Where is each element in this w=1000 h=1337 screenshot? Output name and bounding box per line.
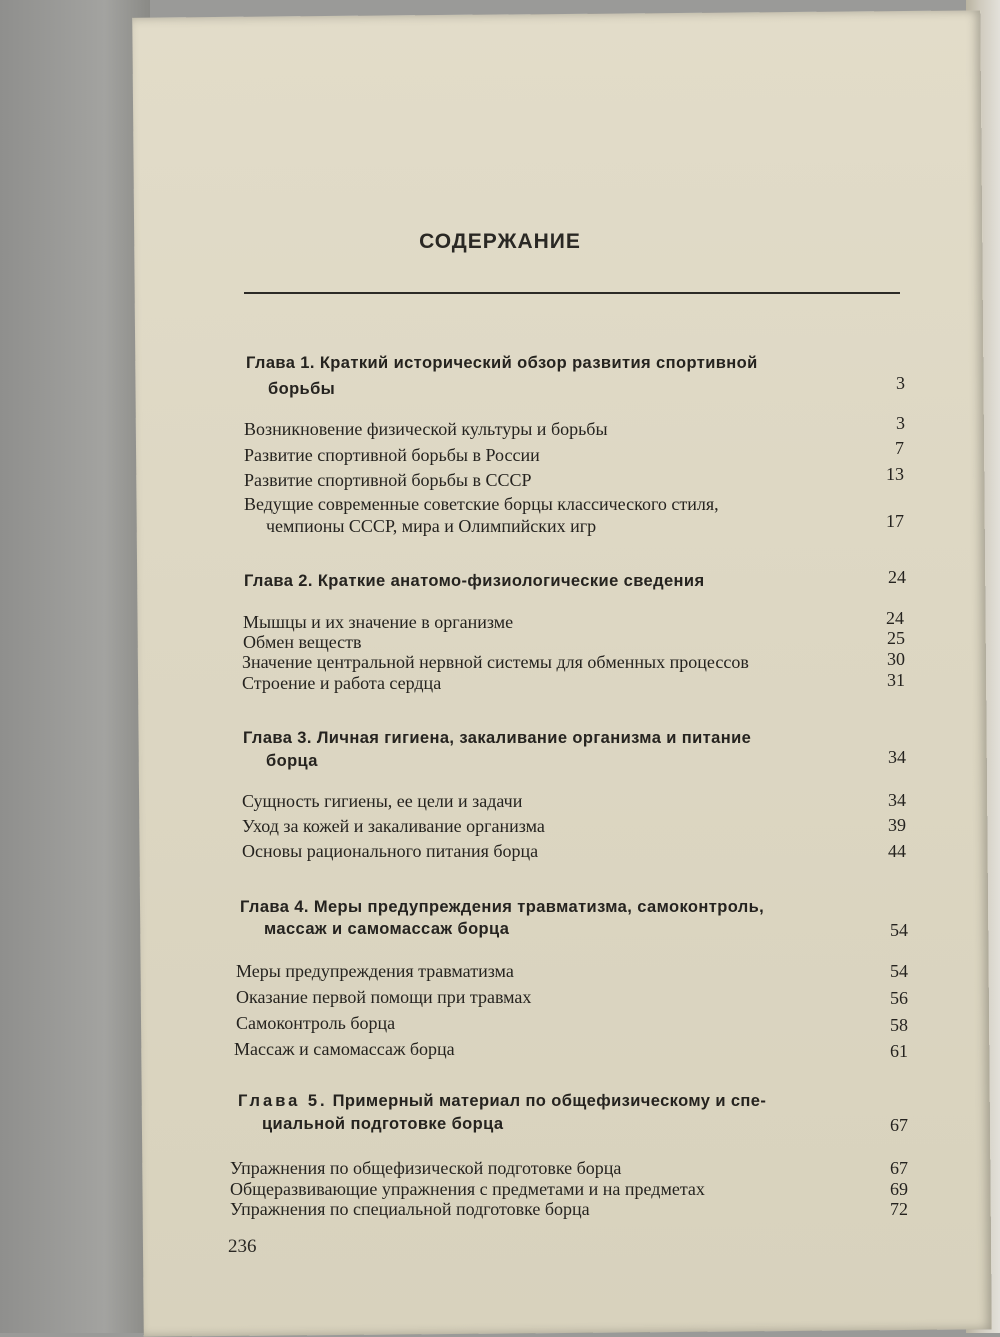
toc-entry: Меры предупреждения травматизма (236, 961, 514, 981)
toc-entry: Обмен веществ (243, 632, 362, 652)
chapter-5-title-cont: циальной подготовке борца (262, 1115, 504, 1133)
toc-entry-page: 13 (886, 464, 904, 484)
chapter-1-title: Глава 1. Краткий исторический обзор развития спортивной (246, 354, 758, 372)
toc-entry: Оказание первой помощи при травмах (236, 987, 532, 1007)
toc-entry-page: 69 (890, 1179, 908, 1199)
toc-entry: Уход за кожей и закаливание организма (242, 816, 545, 836)
chapter-3-title-cont: борца (266, 752, 318, 770)
toc-entry-cont: чемпионы СССР, мира и Олимпийских игр (266, 516, 597, 536)
toc-entry-page: 34 (888, 790, 906, 810)
toc-entry-page: 72 (890, 1199, 908, 1219)
toc-entry-page: 17 (886, 511, 904, 531)
toc-entry: Общеразвивающие упражнения с предметами и на предметах (230, 1179, 705, 1199)
chapter-1-page: 3 (896, 373, 905, 393)
page-number: 236 (228, 1236, 257, 1257)
toc-entry-page: 58 (890, 1015, 908, 1035)
chapter-5-page: 67 (890, 1115, 908, 1135)
toc-entry-page: 24 (886, 608, 904, 628)
toc-entry: Развитие спортивной борьбы в России (244, 445, 540, 465)
toc-entry: Строение и работа сердца (242, 673, 442, 693)
chapter-4-title: Глава 4. Меры предупреждения травматизма, самоконтроль, (240, 898, 765, 916)
toc-entry-page: 44 (888, 841, 906, 861)
toc-entry-page: 54 (890, 961, 908, 981)
chapter-1-title-cont: борьбы (268, 380, 336, 398)
toc-entry-page: 31 (887, 670, 905, 690)
toc-entry: Сущность гигиены, ее цели и задачи (242, 791, 523, 811)
chapter-2-page: 24 (888, 567, 906, 587)
chapter-5-title: Глава 5. Примерный материал по общефизическому и спе- (238, 1092, 767, 1110)
chapter-4-page: 54 (890, 920, 908, 940)
toc-entry: Мышцы и их значение в организме (243, 612, 514, 632)
page-title: СОДЕРЖАНИЕ (419, 230, 581, 253)
toc-entry-page: 67 (890, 1158, 908, 1178)
toc-entry-page: 25 (887, 628, 905, 648)
toc-entry: Развитие спортивной борьбы в СССР (244, 470, 532, 490)
toc-entry: Упражнения по специальной подготовке борца (230, 1199, 590, 1219)
toc-entry: Самоконтроль борца (236, 1013, 396, 1033)
toc-entry: Возникновение физической культуры и борьбы (244, 419, 608, 439)
toc-entry-page: 56 (890, 988, 908, 1008)
toc-entry-page: 3 (896, 413, 905, 433)
chapter-3-title: Глава 3. Личная гигиена, закаливание организма и питание (243, 729, 752, 747)
toc-entry-page: 30 (887, 649, 905, 669)
toc-entry: Ведущие современные советские борцы классического стиля, (244, 494, 719, 514)
chapter-3-page: 34 (888, 747, 906, 767)
chapter-2-title: Глава 2. Краткие анатомо-физиологические сведения (244, 572, 705, 590)
toc-entry: Значение центральной нервной системы для обменных процессов (242, 652, 749, 672)
toc-entry: Упражнения по общефизической подготовке борца (230, 1158, 622, 1178)
toc-entry-page: 7 (895, 438, 904, 458)
chapter-4-title-cont: массаж и самомассаж борца (264, 920, 510, 938)
toc-entry: Основы рационального питания борца (242, 841, 539, 861)
toc-entry-page: 39 (888, 815, 906, 835)
toc-entry-page: 61 (890, 1041, 908, 1061)
toc-entry: Массаж и самомассаж борца (234, 1039, 455, 1059)
